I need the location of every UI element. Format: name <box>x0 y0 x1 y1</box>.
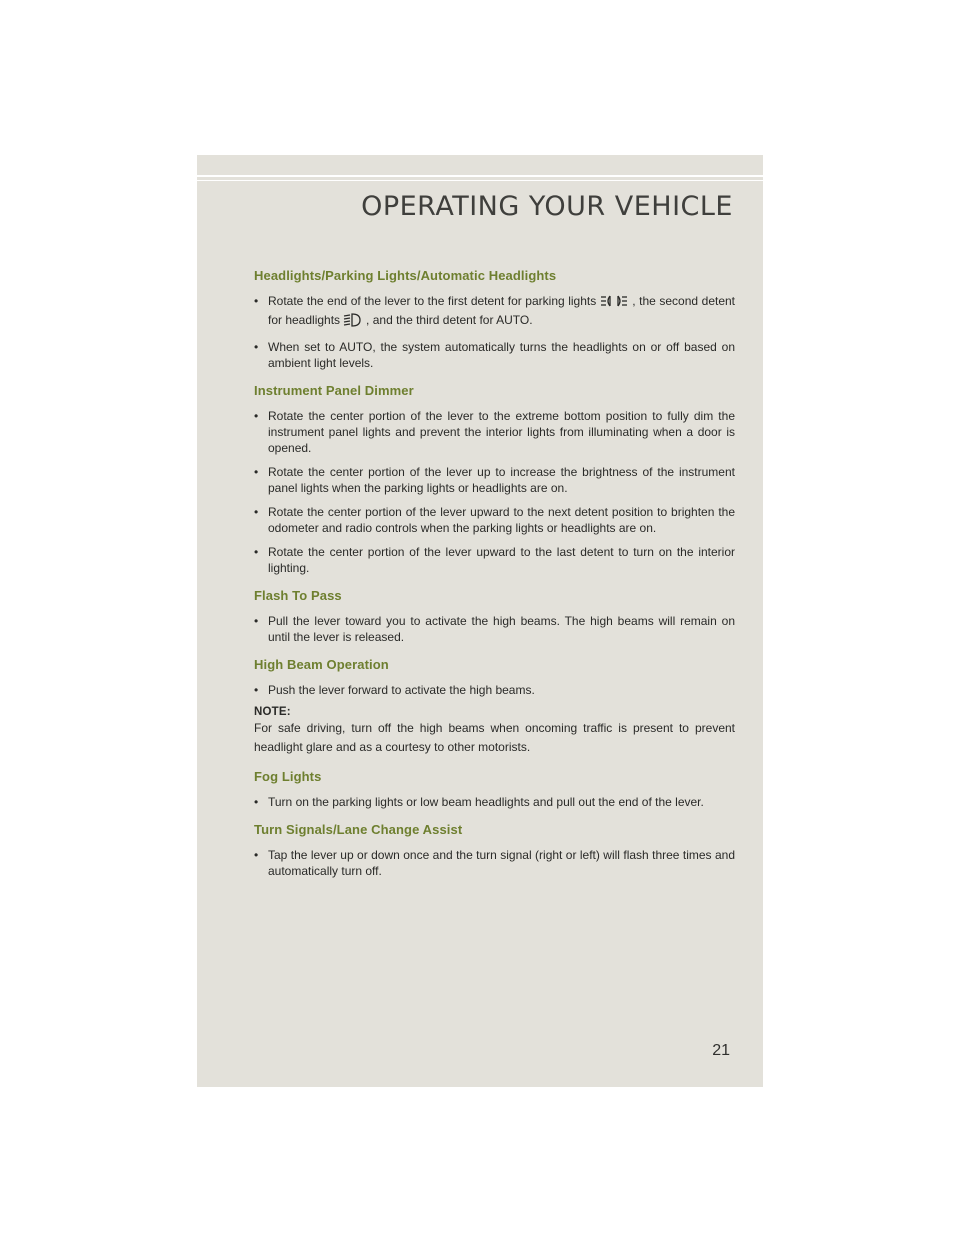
bullet-dot: • <box>254 294 259 308</box>
page-number: 21 <box>712 1042 730 1059</box>
section-heading: Headlights/Parking Lights/Automatic Headlights <box>254 268 557 283</box>
section-turn-signals <box>254 822 735 879</box>
header-rule <box>197 175 763 177</box>
page-content <box>254 268 735 891</box>
bullet-dot: • <box>254 614 259 628</box>
bullet-dot: • <box>254 683 259 697</box>
bullet-text: Rotate the center portion of the lever up to increase the brightness of the instrument panel lights when the parking lights or headlights are on. <box>268 465 735 495</box>
list-item <box>254 847 735 879</box>
bullet-dot: • <box>254 340 259 354</box>
bullet-text: , the second detent for headlights <box>268 294 736 327</box>
parking-lights-icon <box>599 294 629 312</box>
bullet-text: Tap the lever up or down once and the turn signal (right or left) will flash three times and automatically turn off. <box>268 848 735 878</box>
bullet-text: Rotate the end of the lever to the first detent for parking lights <box>268 294 597 308</box>
bullet-text: Rotate the center portion of the lever upward to the next detent position to brighten the odometer and radio controls when the parking lights or headlights are on. <box>268 505 735 535</box>
note-text: For safe driving, turn off the high beams when oncoming traffic is present to prevent headlight glare and as a courtesy to other motorists. <box>254 721 735 754</box>
list-item <box>254 408 735 456</box>
bullet-dot: • <box>254 848 259 862</box>
section-heading: Instrument Panel Dimmer <box>254 383 414 398</box>
bullet-text: Pull the lever toward you to activate the high beams. The high beams will remain on until the lever is released. <box>268 614 735 644</box>
section-instrument-panel-dimmer <box>254 383 735 576</box>
headlights-icon <box>343 313 363 331</box>
bullet-dot: • <box>254 545 259 559</box>
section-heading: Flash To Pass <box>254 588 342 603</box>
section-heading: Turn Signals/Lane Change Assist <box>254 822 463 837</box>
bullet-dot: • <box>254 795 259 809</box>
bullet-text: Rotate the center portion of the lever to the extreme bottom position to fully dim the instrument panel lights and prevent the interior lights from illuminating when a door is opened. <box>268 409 735 455</box>
list-item <box>254 794 735 810</box>
section-high-beam-operation <box>254 657 735 757</box>
list-item <box>254 504 735 536</box>
bullet-text: When set to AUTO, the system automatically turns the headlights on or off based on ambient light levels. <box>268 340 735 370</box>
list-item <box>254 613 735 645</box>
header-rule-thin <box>197 180 763 181</box>
bullet-text: Rotate the center portion of the lever upward to the last detent to turn on the interior lighting. <box>268 545 735 575</box>
section-heading: Fog Lights <box>254 769 322 784</box>
section-fog-lights <box>254 769 735 810</box>
bullet-text: Push the lever forward to activate the high beams. <box>268 683 535 697</box>
note-label: NOTE: <box>254 706 291 718</box>
section-headlights <box>254 268 735 371</box>
list-item <box>254 339 735 371</box>
section-heading: High Beam Operation <box>254 657 389 672</box>
bullet-text: , and the third detent for AUTO. <box>366 313 533 327</box>
bullet-dot: • <box>254 409 259 423</box>
manual-page <box>197 155 763 1087</box>
list-item <box>254 682 735 698</box>
bullet-dot: • <box>254 505 259 519</box>
list-item <box>254 464 735 496</box>
bullet-dot: • <box>254 465 259 479</box>
section-flash-to-pass <box>254 588 735 645</box>
list-item <box>254 544 735 576</box>
bullet-text: Turn on the parking lights or low beam headlights and pull out the end of the lever. <box>268 795 704 809</box>
page-header-title: OPERATING YOUR VEHICLE <box>361 191 733 222</box>
list-item <box>254 293 735 331</box>
